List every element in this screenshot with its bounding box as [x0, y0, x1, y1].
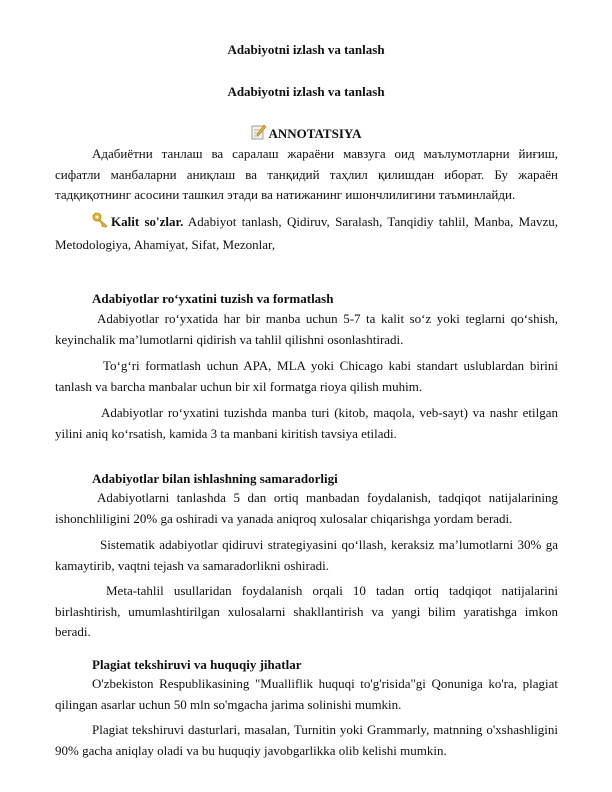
document-title: Adabiyotni izlash va tanlash	[227, 42, 385, 57]
keywords-text: Adabiyot tanlash, Qidiruv, Saralash, Tanqidiy tahlil, Manba, Mavzu, Metodologiya, Ahamiyat, Sifat, Mezonlar,	[55, 214, 558, 252]
annotation-label: ANNOTATSIYA	[268, 126, 362, 141]
annotation-text: Адабиётни танлаш ва саралаш жараёни мавзуга оид маълумотларни йиғиш, сифатли манбаларни аниқлаш ва танқидий таҳлил қилишдан иборат. Бу жараён тадқиқотнинг асосини ташкил этади ва натижанинг ишончлилигини таъминлайди.	[55, 146, 558, 202]
section-paragraph: O'zbekiston Respublikasining "Mualliflik huquqi to'g'risida"gi Qonuniga ko'ra, plagiat qilingan asarlar uchun 50 mln so'mgacha jarima solinishi mumkin.	[55, 676, 558, 712]
section-paragraph: Adabiyotlar roʻyxatida har bir manba uchun 5-7 ta kalit soʻz yoki teglarni qoʻshish, keyinchalik maʼlumotlarni qidirish va tahlil qilishni osonlashtiradi.	[55, 311, 558, 347]
section-paragraph: Meta-tahlil usullaridan foydalanish orqali 10 tadan ortiq tadqiqot natijalarini birlashtirish, umumlashtirilgan xulosalarni shakllantirish va yangi bilim yaratishga imkon beradi.	[55, 583, 558, 639]
memo-pencil-icon	[251, 124, 267, 144]
section-paragraph: Adabiyotlarni tanlashda 5 dan ortiq manbadan foydalanish, tadqiqot natijalarining ishonchliligini 20% ga oshiradi va yanada aniqroq xulosalar chiqarishga yordam beradi.	[55, 490, 558, 526]
section-paragraph: Adabiyotlar roʻyxatini tuzishda manba turi (kitob, maqola, veb-sayt) va nashr etilgan yilini aniq koʻrsatish, kamida 3 ta manbani kiritish tavsiya etiladi.	[55, 405, 558, 441]
section-paragraph: Toʻgʻri formatlash uchun APA, MLA yoki Chicago kabi standart uslublardan birini tanlash va barcha manbalar uchun bir xil formatga rioya qilish muhim.	[55, 358, 558, 394]
section-paragraph: Plagiat tekshiruvi dasturlari, masalan, Turnitin yoki Grammarly, matnning o'xshashligini 90% gacha aniqlay oladi va bu huquqiy javobgarlikka olib kelishi mumkin.	[55, 722, 558, 758]
keywords-label: Kalit so'zlar.	[111, 214, 184, 229]
key-icon	[92, 212, 109, 235]
keywords-paragraph	[55, 212, 558, 255]
section-heading: Adabiyotlar bilan ishlashning samaradorligi	[92, 471, 338, 486]
document-subtitle: Adabiyotni izlash va tanlash	[227, 84, 385, 99]
section-heading: Adabiyotlar roʻyxatini tuzish va formatlash	[92, 291, 334, 306]
annotation-heading	[0, 124, 612, 144]
section-heading: Plagiat tekshiruvi va huquqiy jihatlar	[92, 657, 302, 672]
section-paragraph: Sistematik adabiyotlar qidiruvi strategiyasini qoʻllash, keraksiz maʼlumotlarni 30% ga kamaytirib, vaqtni tejash va samaradorlikni oshiradi.	[55, 537, 558, 573]
